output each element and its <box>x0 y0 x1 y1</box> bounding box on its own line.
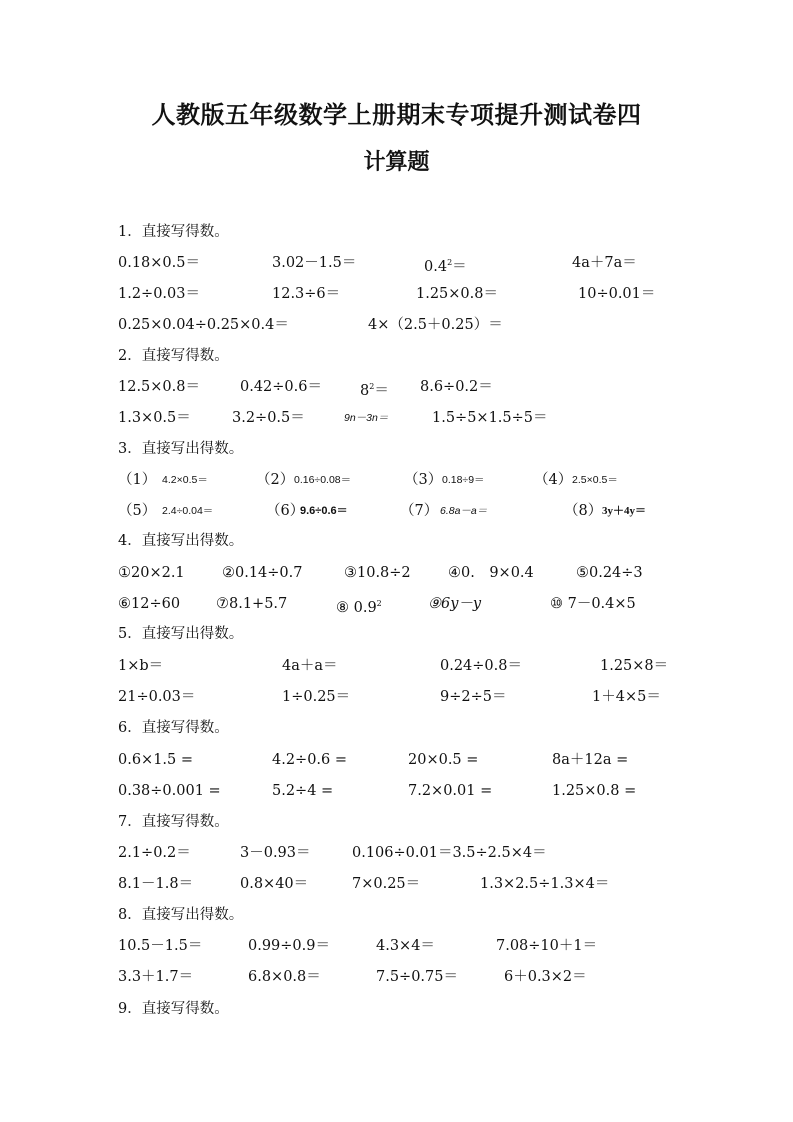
problem: 12.3÷6＝ <box>272 286 341 302</box>
problem: 0.99÷0.9＝ <box>248 938 330 954</box>
problem: ⑧ $0.9^2$ <box>336 599 382 616</box>
section-7-row-1 <box>0 842 793 864</box>
problem-label: （3） <box>404 472 443 488</box>
section-8-heading: 8．直接写出得数。 <box>118 907 244 923</box>
problem: 4a＋7a＝ <box>572 255 637 271</box>
section-5-row-2 <box>0 686 793 708</box>
problem: 8a＋12a = <box>552 752 629 768</box>
problem: 12.5×0.8＝ <box>118 379 200 395</box>
problem: 6.8×0.8＝ <box>248 969 321 985</box>
section-1-row-3 <box>0 314 793 336</box>
section-5-heading: 5．直接写出得数。 <box>118 626 244 642</box>
problem: 0.38÷0.001 = <box>118 783 221 799</box>
problem: 9.6÷0.6＝ <box>300 505 348 517</box>
problem: 3－0.93＝ <box>240 845 311 861</box>
page-subtitle: 计算题 <box>363 150 430 175</box>
problem: 0.18×0.5＝ <box>118 255 200 271</box>
problem: 8.6÷0.2＝ <box>420 379 493 395</box>
problem: 9n－3n＝ <box>344 412 389 424</box>
page-title: 人教版五年级数学上册期末专项提升测试卷四 <box>151 101 642 129</box>
problem: 6.8a－a＝ <box>440 505 488 517</box>
problem: 7.2×0.01 = <box>408 783 493 799</box>
section-1-heading: 1．直接写得数。 <box>118 224 229 240</box>
problem: 10÷0.01＝ <box>578 286 656 302</box>
problem: 4a＋a＝ <box>282 658 338 674</box>
section-2-row-1 <box>0 376 793 398</box>
problem: ⑩ 7－0.4×5 <box>550 596 636 612</box>
problem: 0.106÷0.01＝3.5÷2.5×4＝ <box>352 845 547 861</box>
section-3-heading: 3．直接写出得数。 <box>118 441 244 457</box>
problem: 7.5÷0.75＝ <box>376 969 458 985</box>
problem: 1×b＝ <box>118 658 164 674</box>
problem: 0.42÷0.6＝ <box>240 379 322 395</box>
section-2-row-2 <box>0 407 793 429</box>
problem: 4×（2.5＋0.25）＝ <box>368 317 503 333</box>
problem: 2.1÷0.2＝ <box>118 845 191 861</box>
problem: $0.4^2=$ <box>424 258 467 275</box>
section-5-row-1 <box>0 655 793 677</box>
section-3-row-2 <box>0 500 793 522</box>
section-1-row-2 <box>0 283 793 305</box>
problem: 0.16÷0.08＝ <box>294 474 352 486</box>
problem-label: （7） <box>400 503 439 519</box>
problem: 3.3＋1.7＝ <box>118 969 194 985</box>
problem: 1.3×2.5÷1.3×4＝ <box>480 876 610 892</box>
problem: ⑦8.1+5.7 <box>216 596 288 612</box>
problem: 0.25×0.04÷0.25×0.4＝ <box>118 317 289 333</box>
section-4-row-1 <box>0 562 793 584</box>
problem: $8^2=$ <box>360 382 389 399</box>
problem: ①20×2.1 <box>118 565 185 581</box>
problem-label: （8） <box>564 503 603 519</box>
problem: 1.25×0.8 = <box>552 783 637 799</box>
problem: 4.2×0.5＝ <box>162 474 208 486</box>
section-3-row-1 <box>0 469 793 491</box>
problem: 1.25×8＝ <box>600 658 669 674</box>
problem: 5.2÷4 = <box>272 783 334 799</box>
problem-label: （1） <box>118 472 157 488</box>
problem: 7.08÷10＋1＝ <box>496 938 598 954</box>
problem: 7×0.25＝ <box>352 876 421 892</box>
problem: 6＋0.3×2＝ <box>504 969 587 985</box>
problem: 8.1－1.8＝ <box>118 876 194 892</box>
section-6-row-1 <box>0 749 793 771</box>
section-2-heading: 2．直接写得数。 <box>118 348 229 364</box>
problem: 9÷2÷5＝ <box>440 689 507 705</box>
problem: 20×0.5 = <box>408 752 479 768</box>
problem: 1.5÷5×1.5÷5＝ <box>432 410 548 426</box>
problem: 0.24÷0.8＝ <box>440 658 522 674</box>
section-4-heading: 4．直接写出得数。 <box>118 533 244 549</box>
problem: 0.6×1.5 = <box>118 752 194 768</box>
section-8-row-1 <box>0 935 793 957</box>
problem: 1.25×0.8＝ <box>416 286 498 302</box>
section-7-row-2 <box>0 873 793 895</box>
section-6-heading: 6．直接写得数。 <box>118 720 229 736</box>
problem: ⑥12÷60 <box>118 596 181 612</box>
problem: 21÷0.03＝ <box>118 689 196 705</box>
problem-label: （2） <box>256 472 295 488</box>
section-9-heading: 9．直接写得数。 <box>118 1001 229 1017</box>
section-7-heading: 7．直接写得数。 <box>118 814 229 830</box>
problem: 1＋4×5＝ <box>592 689 661 705</box>
problem: ②0.14÷0.7 <box>222 565 303 581</box>
problem: 1.2÷0.03＝ <box>118 286 200 302</box>
problem: 3.2÷0.5＝ <box>232 410 305 426</box>
section-6-row-2 <box>0 780 793 802</box>
problem: 3y＋4y＝ <box>602 505 646 517</box>
problem-label: （5） <box>118 503 157 519</box>
problem: 1÷0.25＝ <box>282 689 351 705</box>
problem: ③10.8÷2 <box>344 565 411 581</box>
problem: ⑤0.24÷3 <box>576 565 643 581</box>
problem: 3.02－1.5＝ <box>272 255 357 271</box>
section-1-row-1 <box>0 252 793 274</box>
problem: 2.5×0.5＝ <box>572 474 618 486</box>
problem: 4.2÷0.6 = <box>272 752 348 768</box>
problem: 10.5－1.5＝ <box>118 938 203 954</box>
problem: 2.4÷0.04＝ <box>162 505 214 517</box>
problem: ④0. 9×0.4 <box>448 565 534 581</box>
section-4-row-2 <box>0 593 793 615</box>
problem-label: （4） <box>534 472 573 488</box>
problem: 1.3×0.5＝ <box>118 410 191 426</box>
problem-label: （6） <box>266 503 305 519</box>
problem: 4.3×4＝ <box>376 938 435 954</box>
problem: 0.18÷9＝ <box>442 474 485 486</box>
problem: ⑨6y－y <box>428 596 482 612</box>
section-8-row-2 <box>0 966 793 988</box>
problem: 0.8×40＝ <box>240 876 309 892</box>
